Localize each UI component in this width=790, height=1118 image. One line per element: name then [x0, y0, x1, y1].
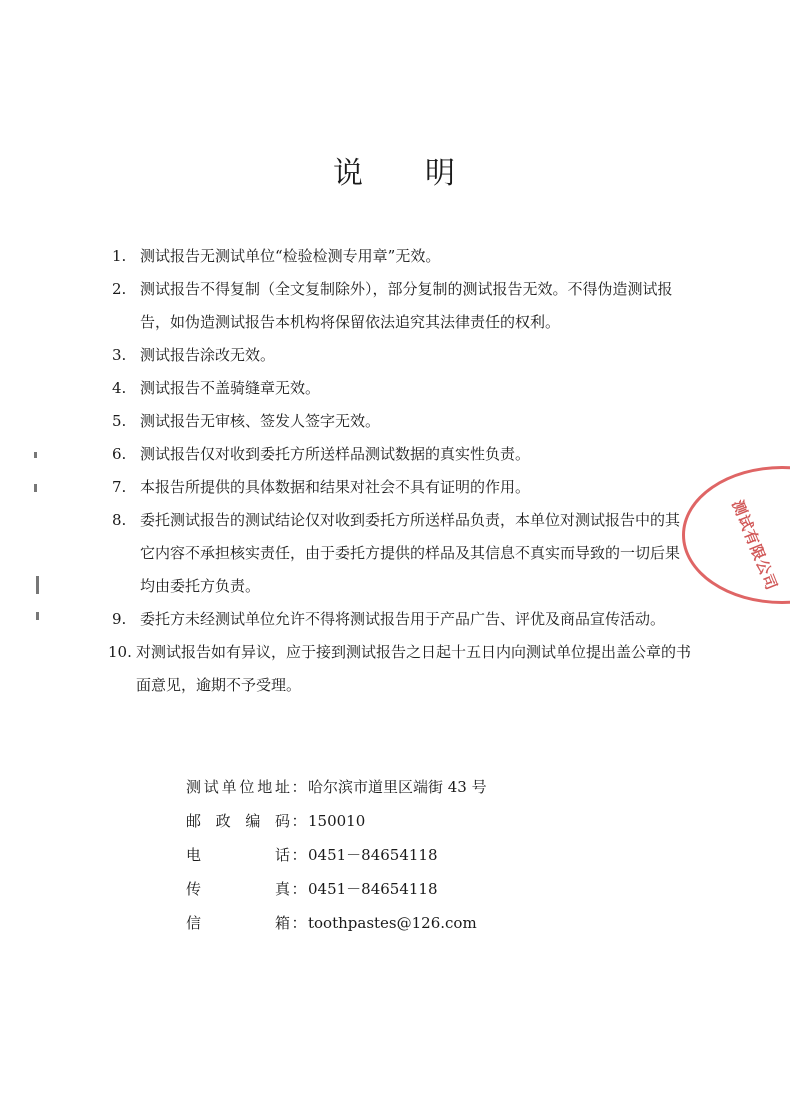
- item-text: 测试报告无测试单位“检验检测专用章”无效。: [140, 247, 441, 265]
- contact-value: 0451－84654118: [308, 880, 438, 898]
- page-title: [0, 148, 790, 192]
- item-text: 测试报告不盖骑缝章无效。: [140, 379, 321, 397]
- contact-separator: ：: [291, 914, 307, 932]
- contact-row-phone: [186, 838, 487, 872]
- contact-info: [186, 770, 487, 940]
- item-text: 委托方未经测试单位允许不得将测试报告用于产品广告、评优及商品宣传活动。: [140, 610, 666, 628]
- contact-label: 测试单位地址: [186, 778, 290, 796]
- contact-row-fax: [186, 872, 487, 906]
- contact-label: 信箱: [186, 914, 290, 932]
- binding-mark: [34, 452, 37, 458]
- contact-separator: ：: [291, 846, 307, 864]
- list-item: [112, 339, 692, 372]
- item-text: 本报告所提供的具体数据和结果对社会不具有证明的作用。: [140, 478, 531, 496]
- item-number: 1.: [112, 247, 127, 265]
- item-text: 测试报告无审核、签发人签字无效。: [140, 412, 381, 430]
- list-item: [112, 273, 692, 339]
- item-number: 2.: [112, 280, 127, 298]
- notice-list: [108, 240, 692, 702]
- contact-value: 哈尔滨市道里区端街 43 号: [308, 778, 487, 796]
- item-number: 6.: [112, 445, 127, 463]
- list-item: [112, 438, 692, 471]
- title-char-2: 明: [425, 156, 457, 191]
- item-text: 测试报告不得复制（全文复制除外），部分复制的测试报告无效。不得伪造测试报告，如伪造测试报告本机构将保留依法追究其法律责任的权利。: [140, 280, 673, 331]
- list-item: [112, 405, 692, 438]
- seal-text: 测试有限公司: [728, 497, 781, 594]
- item-text: 对测试报告如有异议，应于接到测试报告之日起十五日内向测试单位提出盖公章的书面意见，逾期不予受理。: [136, 643, 692, 694]
- list-item: [112, 372, 692, 405]
- item-text: 测试报告涂改无效。: [140, 346, 276, 364]
- contact-label: 邮政编码: [186, 812, 290, 830]
- item-text: 测试报告仅对收到委托方所送样品测试数据的真实性负责。: [140, 445, 531, 463]
- contact-separator: ：: [291, 880, 307, 898]
- contact-label: 传真: [186, 880, 290, 898]
- contact-value: 0451－84654118: [308, 846, 438, 864]
- contact-label: 电话: [186, 846, 290, 864]
- seal-stamp: [682, 466, 790, 604]
- item-number: 8.: [112, 511, 127, 529]
- item-number: 7.: [112, 478, 127, 496]
- contact-row-postcode: [186, 804, 487, 838]
- item-text: 委托测试报告的测试结论仅对收到委托方所送样品负责，本单位对测试报告中的其它内容不承担核实责任，由于委托方提供的样品及其信息不真实而导致的一切后果均由委托方负责。: [140, 511, 681, 595]
- item-number: 10.: [108, 643, 132, 661]
- list-item: [112, 603, 692, 636]
- binding-mark: [36, 576, 39, 594]
- binding-mark: [34, 484, 37, 492]
- contact-separator: ：: [291, 778, 307, 796]
- list-item: [112, 471, 692, 504]
- contact-row-email: [186, 906, 487, 940]
- contact-value: 150010: [308, 812, 366, 830]
- contact-value: toothpastes@126.com: [308, 914, 477, 932]
- list-item: [112, 504, 692, 603]
- item-number: 9.: [112, 610, 127, 628]
- binding-mark: [36, 612, 39, 620]
- contact-row-address: [186, 770, 487, 804]
- list-item: [112, 240, 692, 273]
- item-number: 3.: [112, 346, 127, 364]
- list-item: [108, 636, 692, 702]
- contact-separator: ：: [291, 812, 307, 830]
- item-number: 5.: [112, 412, 127, 430]
- item-number: 4.: [112, 379, 127, 397]
- title-char-1: 说: [333, 156, 365, 191]
